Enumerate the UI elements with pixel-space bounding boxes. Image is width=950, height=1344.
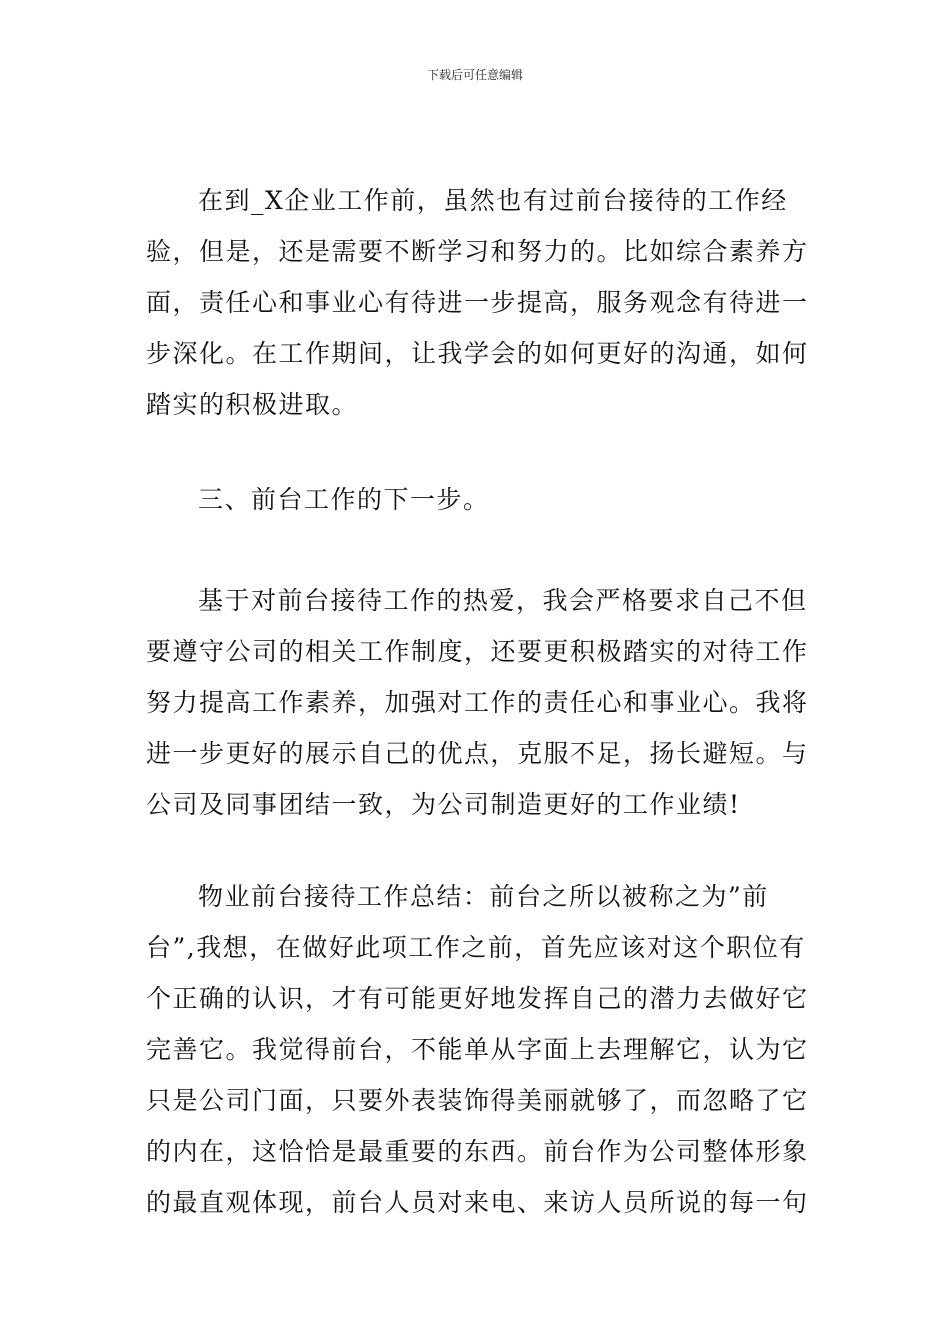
paragraph-property-reception-summary: 物业前台接待工作总结：前台之所以被称之为”前台”,我想，在做好此项工作之前，首先应该对这个职位有个正确的认识，才有可能更好地发挥自己的潜力去做好它完善它。我觉得前台，不能单从字面上去理解它，认为它只是公司门面，只要外表装饰得美丽就够了，而忽略了它的内在，这恰恰是最重要的东西。前台作为公司整体形象的最直观体现，前台人员对来电、来访人员所说的每一句 (146, 882, 809, 1217)
paragraph-work-experience: 在到_X企业工作前，虽然也有过前台接待的工作经验，但是，还是需要不断学习和努力的。比如综合素养方面，责任心和事业心有待进一步提高，服务观念有待进一步深化。在工作期间，让我学会的如何更好的沟通，如何踏实的积极进取。 (146, 186, 809, 419)
page-header: 下载后可任意编辑 (426, 68, 523, 82)
paragraph-commitment: 基于对前台接待工作的热爱，我会严格要求自己不但要遵守公司的相关工作制度，还要更积极踏实的对待工作努力提高工作素养，加强对工作的责任心和事业心。我将进一步更好的展示自己的优点，克服不足，扬长避短。与公司及同事团结一致，为公司制造更好的工作业绩! (146, 586, 809, 819)
section-heading-next-step: 三、前台工作的下一步。 (198, 485, 490, 514)
